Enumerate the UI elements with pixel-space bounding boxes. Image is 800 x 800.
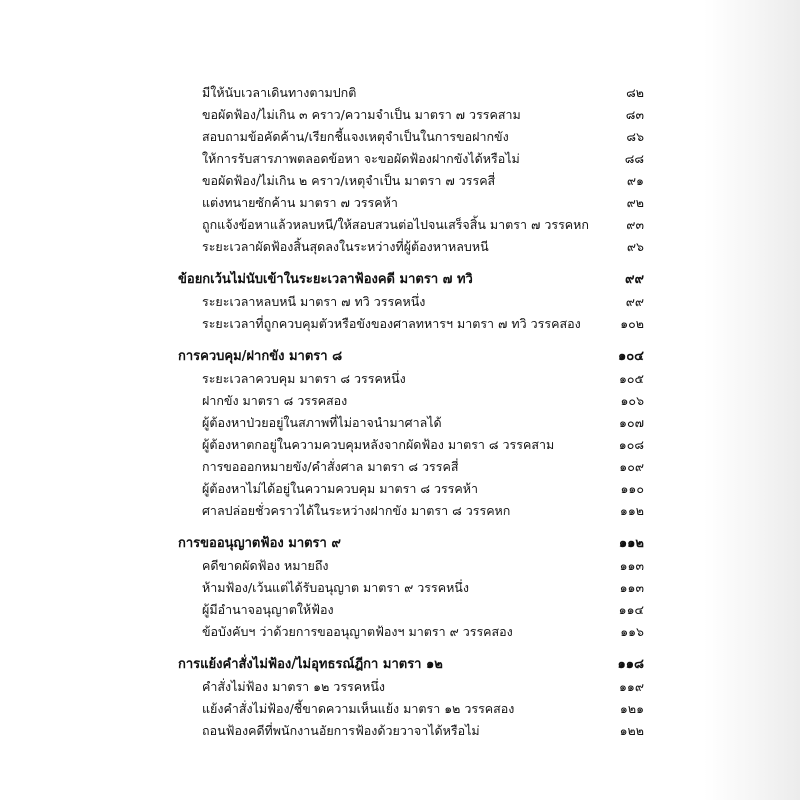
entry-page-number: ๘๒: [626, 85, 644, 100]
entry-text: ระยะเวลาหลบหนี มาตรา ๗ ทวิ วรรคหนึ่ง: [202, 294, 426, 309]
toc-entry: [178, 599, 644, 621]
entry-page-number: ๑๐๘: [618, 437, 644, 452]
entry-text: แย้งคำสั่งไม่ฟ้อง/ชี้ขาดความเห็นแย้ง มาตรา ๑๒ วรรคสอง: [202, 701, 515, 716]
toc-entry: [178, 478, 644, 500]
toc-entry: [178, 291, 644, 313]
toc-section-heading: [178, 533, 644, 555]
entry-text: ผู้ต้องหาไม่ได้อยู่ในความควบคุม มาตรา ๘ วรรคห้า: [202, 481, 479, 496]
entry-text: ขอผัดฟ้อง/ไม่เกิน ๓ คราว/ความจำเป็น มาตรา ๗ วรรคสาม: [202, 107, 521, 122]
toc-entry: [178, 126, 644, 148]
toc-section-heading: [178, 654, 644, 676]
entry-page-number: ๑๑๙: [618, 679, 644, 694]
toc-entry: [178, 577, 644, 599]
toc-entry: [178, 621, 644, 643]
toc-entry: [178, 500, 644, 522]
entry-page-number: ๑๐๖: [620, 393, 644, 408]
entry-page-number: ๙๑: [626, 173, 644, 188]
entry-page-number: ๑๒๑: [619, 701, 644, 716]
entry-page-number: ๑๑๒: [619, 503, 644, 518]
entry-page-number: ๑๐๒: [620, 316, 644, 331]
section-page-number: ๑๑๒: [618, 536, 644, 551]
toc-entry: [178, 170, 644, 192]
toc-entry: [178, 698, 644, 720]
entry-page-number: ๑๐๙: [619, 459, 644, 474]
entry-text: ถูกแจ้งข้อหาแล้วหลบหนี/ให้สอบสวนต่อไปจนเสร็จสิ้น มาตรา ๗ วรรคหก: [202, 217, 589, 232]
section-heading-text: การควบคุม/ฝากขัง มาตรา ๘: [178, 349, 343, 364]
entry-page-number: ๑๑๐: [620, 481, 644, 496]
entry-page-number: ๙๖: [626, 239, 644, 254]
entry-page-number: ๙๓: [626, 217, 644, 232]
toc-entry: [178, 676, 644, 698]
toc-entry: [178, 313, 644, 335]
entry-page-number: ๘๘: [624, 151, 644, 166]
toc-entry: [178, 555, 644, 577]
entry-page-number: ๑๑๓: [619, 580, 644, 595]
entry-page-number: ๑๑๓: [619, 558, 644, 573]
section-heading-text: การขออนุญาตฟ้อง มาตรา ๙: [178, 536, 341, 551]
section-page-number: ๙๙: [624, 272, 644, 287]
entry-text: ระยะเวลาผัดฟ้องสิ้นสุดลงในระหว่างที่ผู้ต้องหาหลบหนี: [202, 239, 489, 254]
entry-text: ฝากขัง มาตรา ๘ วรรคสอง: [202, 393, 348, 408]
section-page-number: ๑๑๘: [617, 657, 644, 672]
toc-entry: [178, 412, 644, 434]
entry-page-number: ๙๒: [626, 195, 644, 210]
entry-page-number: ๑๑๔: [618, 602, 644, 617]
entry-text: ผู้มีอำนาจอนุญาตให้ฟ้อง: [202, 602, 334, 617]
table-of-contents: [178, 82, 644, 742]
toc-entry: [178, 192, 644, 214]
entry-page-number: ๘๓: [625, 107, 644, 122]
entry-text: ข้อบังคับฯ ว่าด้วยการขออนุญาตฟ้องฯ มาตรา ๙ วรรคสอง: [202, 624, 513, 639]
toc-entry: [178, 104, 644, 126]
entry-text: ระยะเวลาที่ถูกควบคุมตัวหรือขังของศาลทหารฯ มาตรา ๗ ทวิ วรรคสอง: [202, 316, 581, 331]
toc-section-heading: [178, 346, 644, 368]
entry-text: คำสั่งไม่ฟ้อง มาตรา ๑๒ วรรคหนึ่ง: [202, 679, 386, 694]
toc-entry: [178, 148, 644, 170]
entry-text: การขอออกหมายขัง/คำสั่งศาล มาตรา ๘ วรรคสี่: [202, 459, 459, 474]
entry-text: ถอนฟ้องคดีที่พนักงานอัยการฟ้องด้วยวาจาได้หรือไม่: [202, 723, 480, 738]
toc-entry: [178, 720, 644, 742]
entry-page-number: ๙๙: [625, 294, 644, 309]
entry-text: คดีขาดผัดฟ้อง หมายถึง: [202, 558, 329, 573]
toc-entry: [178, 214, 644, 236]
section-heading-text: การแย้งคำสั่งไม่ฟ้อง/ไม่อุทธรณ์ฎีกา มาตรา ๑๒: [178, 657, 443, 672]
entry-text: ศาลปล่อยชั่วคราวได้ในระหว่างฝากขัง มาตรา ๘ วรรคหก: [202, 503, 511, 518]
entry-text: ระยะเวลาควบคุม มาตรา ๘ วรรคหนึ่ง: [202, 371, 406, 386]
entry-text: ขอผัดฟ้อง/ไม่เกิน ๒ คราว/เหตุจำเป็น มาตรา ๗ วรรคสี่: [202, 173, 496, 188]
entry-page-number: ๑๐๕: [618, 371, 644, 386]
entry-text: ให้การรับสารภาพตลอดข้อหา จะขอผัดฟ้องฝากขังได้หรือไม่: [202, 151, 520, 166]
toc-entry: [178, 390, 644, 412]
entry-text: สอบถามข้อคัดค้าน/เรียกชี้แจงเหตุจำเป็นในการขอฝากขัง: [202, 129, 509, 144]
entry-page-number: ๑๐๗: [619, 415, 644, 430]
entry-text: มีให้นับเวลาเดินทางตามปกติ: [202, 85, 357, 100]
entry-text: ผู้ต้องหาตกอยู่ในความควบคุมหลังจากผัดฟ้อง มาตรา ๘ วรรคสาม: [202, 437, 555, 452]
entry-page-number: ๘๖: [626, 129, 644, 144]
section-heading-text: ข้อยกเว้นไม่นับเข้าในระยะเวลาฟ้องคดี มาตรา ๗ ทวิ: [178, 272, 473, 287]
entry-text: ห้ามฟ้อง/เว้นแต่ได้รับอนุญาต มาตรา ๙ วรรคหนึ่ง: [202, 580, 469, 595]
entry-page-number: ๑๒๒: [619, 723, 644, 738]
section-page-number: ๑๐๔: [617, 349, 644, 364]
toc-section-heading: [178, 269, 644, 291]
entry-page-number: ๑๑๖: [620, 624, 644, 639]
toc-entry: [178, 434, 644, 456]
toc-entry: [178, 82, 644, 104]
toc-entry: [178, 456, 644, 478]
toc-entry: [178, 368, 644, 390]
toc-entry: [178, 236, 644, 258]
entry-text: แต่งทนายซักค้าน มาตรา ๗ วรรคห้า: [202, 195, 398, 210]
entry-text: ผู้ต้องหาป่วยอยู่ในสภาพที่ไม่อาจนำมาศาลได้: [202, 415, 442, 430]
